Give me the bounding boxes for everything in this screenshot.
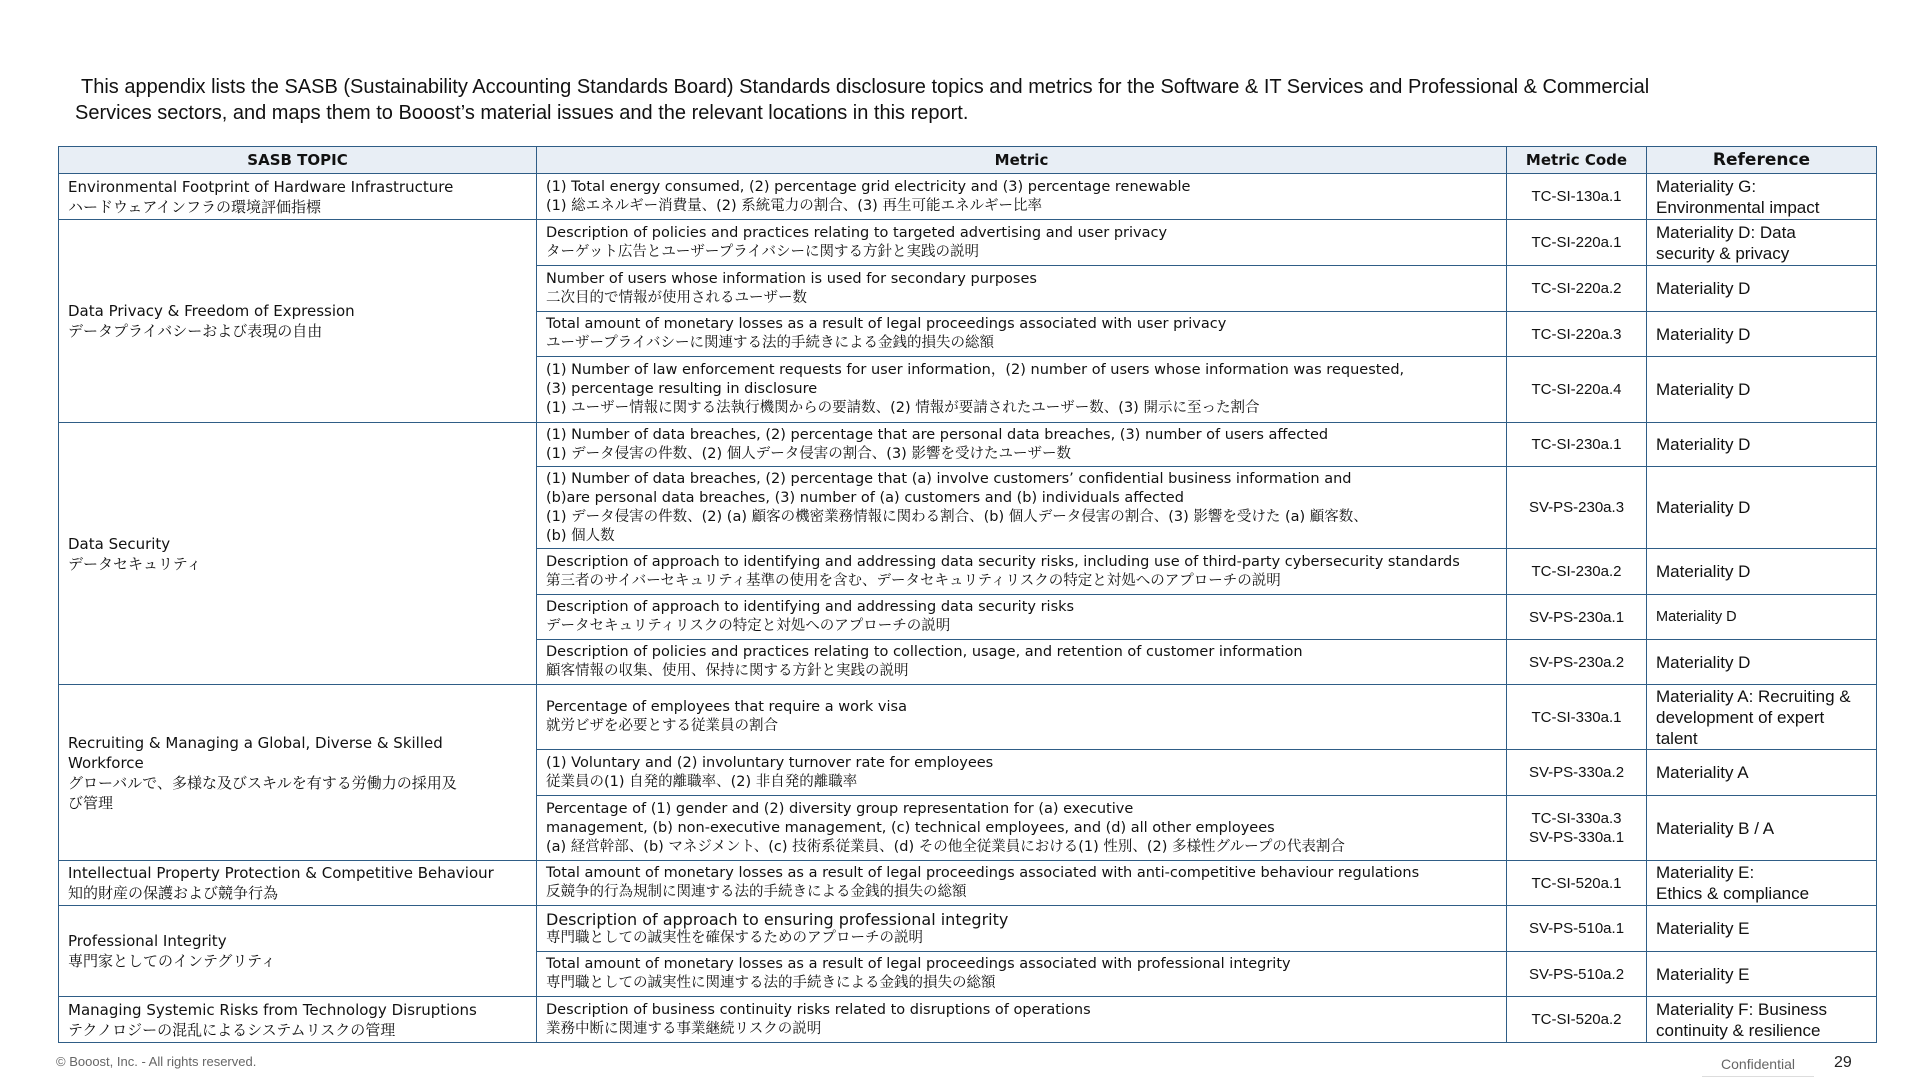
reference-line: Materiality G: [1656,176,1757,196]
topic-en: Managing Systemic Risks from Technology Disruptions [68,1000,477,1019]
metric-cell [537,266,1507,312]
table-row [59,685,1877,750]
metric-cell [537,750,1507,796]
topic-en: Intellectual Property Protection & Competitive Behaviour [68,864,494,882]
topic-ja: データセキュリティ [68,554,202,573]
reference-cell: Materiality E [1647,906,1877,952]
footer-confidential: Confidential [1702,1056,1814,1077]
topic-ja: データプライバシーおよび表現の自由 [68,322,323,340]
header-metric-code: Metric Code [1507,147,1647,174]
table-header-row [59,147,1877,174]
metric-cell [537,357,1507,423]
reference-cell: Materiality D [1647,467,1877,549]
metric-line: Description of approach to identifying and addressing data security risks, including use of third-party cybersecurity standards [546,553,1460,570]
metric-line: 専門職としての誠実性に関連する法的手続きによる金銭的損失の総額 [546,975,996,991]
topic-en: Data Security [68,534,171,553]
header-metric: Metric [537,147,1507,174]
table-row [59,906,1877,952]
table-row [59,997,1877,1043]
metric-code: SV-PS-330a.2 [1507,750,1647,796]
topic-en: Recruiting & Managing a Global, Diverse & Skilled [68,733,443,752]
reference-line: Materiality E: [1656,863,1755,882]
page-number: 29 [1834,1054,1852,1071]
footer-copyright: © Booost, Inc. - All rights reserved. [56,1054,257,1069]
metric-code: TC-SI-220a.2 [1507,266,1647,312]
topic-cell [59,906,537,997]
reference-cell [1647,174,1877,220]
metric-code: SV-PS-230a.3 [1507,467,1647,549]
reference-line: Materiality F: Business [1656,999,1827,1019]
topic-en: Workforce [68,753,144,772]
metric-cell [537,220,1507,266]
metric-line: Description of approach to ensuring professional integrity [546,909,1009,929]
topic-ja: ハードウェアインフラの環境評価指標 [68,197,322,216]
metric-cell [537,640,1507,685]
metric-code: TC-SI-220a.3 [1507,312,1647,357]
reference-cell: Materiality D [1647,357,1877,423]
topic-cell [59,423,537,685]
metric-line: Description of policies and practices relating to collection, usage, and retention of customer information [546,644,1303,660]
metric-line: 専門職としての誠実性を確保するためのアプローチの説明 [546,929,923,946]
metric-code: TC-SI-130a.1 [1507,174,1647,220]
reference-cell: Materiality D [1647,549,1877,595]
metric-code-line: SV-PS-330a.1 [1528,829,1625,846]
metric-cell [537,861,1507,906]
reference-cell: Materiality E [1647,952,1877,997]
reference-cell [1647,685,1877,750]
metric-code: TC-SI-230a.1 [1507,423,1647,467]
metric-line: Percentage of employees that require a work visa [546,699,907,715]
metric-code-line: TC-SI-330a.3 [1531,810,1622,827]
intro-line-1: This appendix lists the SASB (Sustainability Accounting Standards Board) Standards disclosure topics and metrics for the Software & IT Services and Professional & Commercial [81,76,1650,98]
reference-cell: Materiality B / A [1647,796,1877,861]
metric-cell [537,467,1507,549]
metric-line: management, (b) non-executive management, (c) technical employees, and (d) all other employees [546,819,1275,836]
metric-code: TC-SI-230a.2 [1507,549,1647,595]
metric-cell [537,312,1507,357]
metric-line: (1) Number of data breaches, (2) percentage that (a) involve customers’ confidential business information and [546,470,1352,487]
metric-cell [537,174,1507,220]
header-reference: Reference [1647,147,1877,174]
reference-line: Ethics & compliance [1656,884,1810,903]
metric-line: データセキュリティリスクの特定と対処へのアプローチの説明 [546,618,951,634]
metric-code: TC-SI-520a.2 [1507,997,1647,1043]
metric-cell [537,952,1507,997]
metric-line: 第三者のサイバーセキュリティ基準の使用を含む、データセキュリティリスクの特定と対処へのアプローチの説明 [546,572,1281,589]
metric-line: (1) ユーザー情報に関する法執行機関からの要請数、(2) 情報が要請されたユーザー数、(3) 開示に至った割合 [546,400,1260,416]
reference-cell [1647,861,1877,906]
metric-line: (3) percentage resulting in disclosure [546,381,818,397]
topic-ja: 専門家としてのインテグリティ [68,952,276,970]
metric-code: SV-PS-230a.2 [1507,640,1647,685]
metric-cell [537,423,1507,467]
metric-line: Total amount of monetary losses as a result of legal proceedings associated with anti-competitive behaviour regulations [546,865,1420,881]
metric-line: Number of users whose information is used for secondary purposes [546,270,1037,287]
metric-line: (1) Total energy consumed, (2) percentage grid electricity and (3) percentage renewable [546,178,1191,195]
metric-cell [537,595,1507,640]
metric-cell [537,796,1507,861]
reference-line: Environmental impact [1656,197,1820,217]
reference-cell: Materiality D [1647,266,1877,312]
metric-code: SV-PS-230a.1 [1507,595,1647,640]
topic-en: Environmental Footprint of Hardware Infrastructure [68,177,454,196]
metric-line: (b)are personal data breaches, (3) number of (a) customers and (b) individuals affected [546,489,1184,506]
metric-code: SV-PS-510a.1 [1507,906,1647,952]
topic-en: Data Privacy & Freedom of Expression [68,302,355,320]
metric-cell [537,685,1507,750]
metric-line: (1) データ侵害の件数、(2) 個人データ侵害の割合、(3) 影響を受けたユーザー数 [546,445,1071,462]
reference-line: security & privacy [1656,243,1790,263]
reference-cell [1647,220,1877,266]
metric-code: TC-SI-220a.4 [1507,357,1647,423]
table-row [59,174,1877,220]
topic-en: Professional Integrity [68,932,227,950]
metric-line: 二次目的で情報が使用されるユーザー数 [546,289,807,306]
metric-line: 顧客情報の収集、使用、保持に関する方針と実践の説明 [546,663,909,679]
table-row [59,861,1877,906]
reference-cell: Materiality D [1647,640,1877,685]
reference-line: development of expert [1656,707,1825,727]
metric-cell [537,549,1507,595]
metric-line: ターゲット広告とユーザープライバシーに関する方針と実践の説明 [546,243,979,260]
topic-ja: グローバルで、多様な及びスキルを有する労働力の採用及 [68,773,457,792]
metric-line: (1) Number of law enforcement requests for user information，(2) number of users whose information was requested, [546,362,1405,378]
reference-line: Materiality D: Data [1656,222,1796,242]
topic-cell [59,220,537,423]
metric-line: Total amount of monetary losses as a result of legal proceedings associated with professional integrity [546,956,1291,972]
topic-cell [59,685,537,861]
metric-line: 反競争的行為規制に関連する法的手続きによる金銭的損失の総額 [546,884,967,900]
metric-code [1507,796,1647,861]
metric-line: (1) データ侵害の件数、(2) (a) 顧客の機密業務情報に関わる割合、(b) 個人データ侵害の割合、(3) 影響を受けた (a) 顧客数、 [546,508,1368,525]
metric-code: TC-SI-330a.1 [1507,685,1647,750]
intro-paragraph [75,74,1855,126]
reference-cell: Materiality D [1647,312,1877,357]
intro-line-2: Services sectors, and maps them to Booost’s material issues and the relevant locations in this report. [75,102,969,124]
metric-line: 従業員の(1) 自発的離職率、(2) 非自発的離職率 [546,773,858,790]
metric-line: Description of approach to identifying and addressing data security risks [546,599,1075,615]
metric-line: (b) 個人数 [546,527,615,544]
metric-cell [537,997,1507,1043]
metric-line: 業務中断に関連する事業継続リスクの説明 [546,1020,822,1037]
sasb-table [58,146,1877,1043]
reference-cell: Materiality A [1647,750,1877,796]
metric-code: SV-PS-510a.2 [1507,952,1647,997]
reference-line: Materiality A: Recruiting & [1656,686,1851,706]
metric-line: 就労ビザを必要とする従業員の割合 [546,718,778,734]
metric-code: TC-SI-220a.1 [1507,220,1647,266]
reference-cell: Materiality D [1647,423,1877,467]
reference-cell [1647,997,1877,1043]
table-row [59,423,1877,467]
metric-line: Total amount of monetary losses as a result of legal proceedings associated with user privacy [546,316,1227,332]
table-row [59,220,1877,266]
metric-line: (1) Voluntary and (2) involuntary turnover rate for employees [546,754,994,771]
reference-cell: Materiality D [1647,595,1877,640]
metric-line: Description of policies and practices relating to targeted advertising and user privacy [546,224,1168,241]
metric-code: TC-SI-520a.1 [1507,861,1647,906]
topic-cell [59,174,537,220]
topic-ja: 知的財産の保護および競争行為 [68,884,279,902]
reference-line: continuity & resilience [1656,1020,1821,1040]
metric-line: Description of business continuity risks related to disruptions of operations [546,1001,1091,1018]
metric-line: (1) Number of data breaches, (2) percentage that are personal data breaches, (3) number of users affected [546,426,1329,443]
metric-line: Percentage of (1) gender and (2) diversity group representation for (a) executive [546,800,1134,817]
topic-cell [59,861,537,906]
metric-line: (a) 経営幹部、(b) マネジメント、(c) 技術系従業員、(d) その他全従業員における(1) 性別、(2) 多様性グループの代表割合 [546,838,1345,855]
metric-line: (1) 総エネルギー消費量、(2) 系統電力の割合、(3) 再生可能エネルギー比率 [546,197,1042,214]
topic-ja: び管理 [68,793,114,812]
topic-ja: テクノロジーの混乱によるシステムリスクの管理 [68,1020,396,1039]
header-sasb-topic: SASB TOPIC [59,147,537,174]
metric-cell [537,906,1507,952]
metric-line: ユーザープライバシーに関連する法的手続きによる金銭的損失の総額 [546,335,995,351]
reference-line: talent [1656,728,1698,748]
topic-cell [59,997,537,1043]
